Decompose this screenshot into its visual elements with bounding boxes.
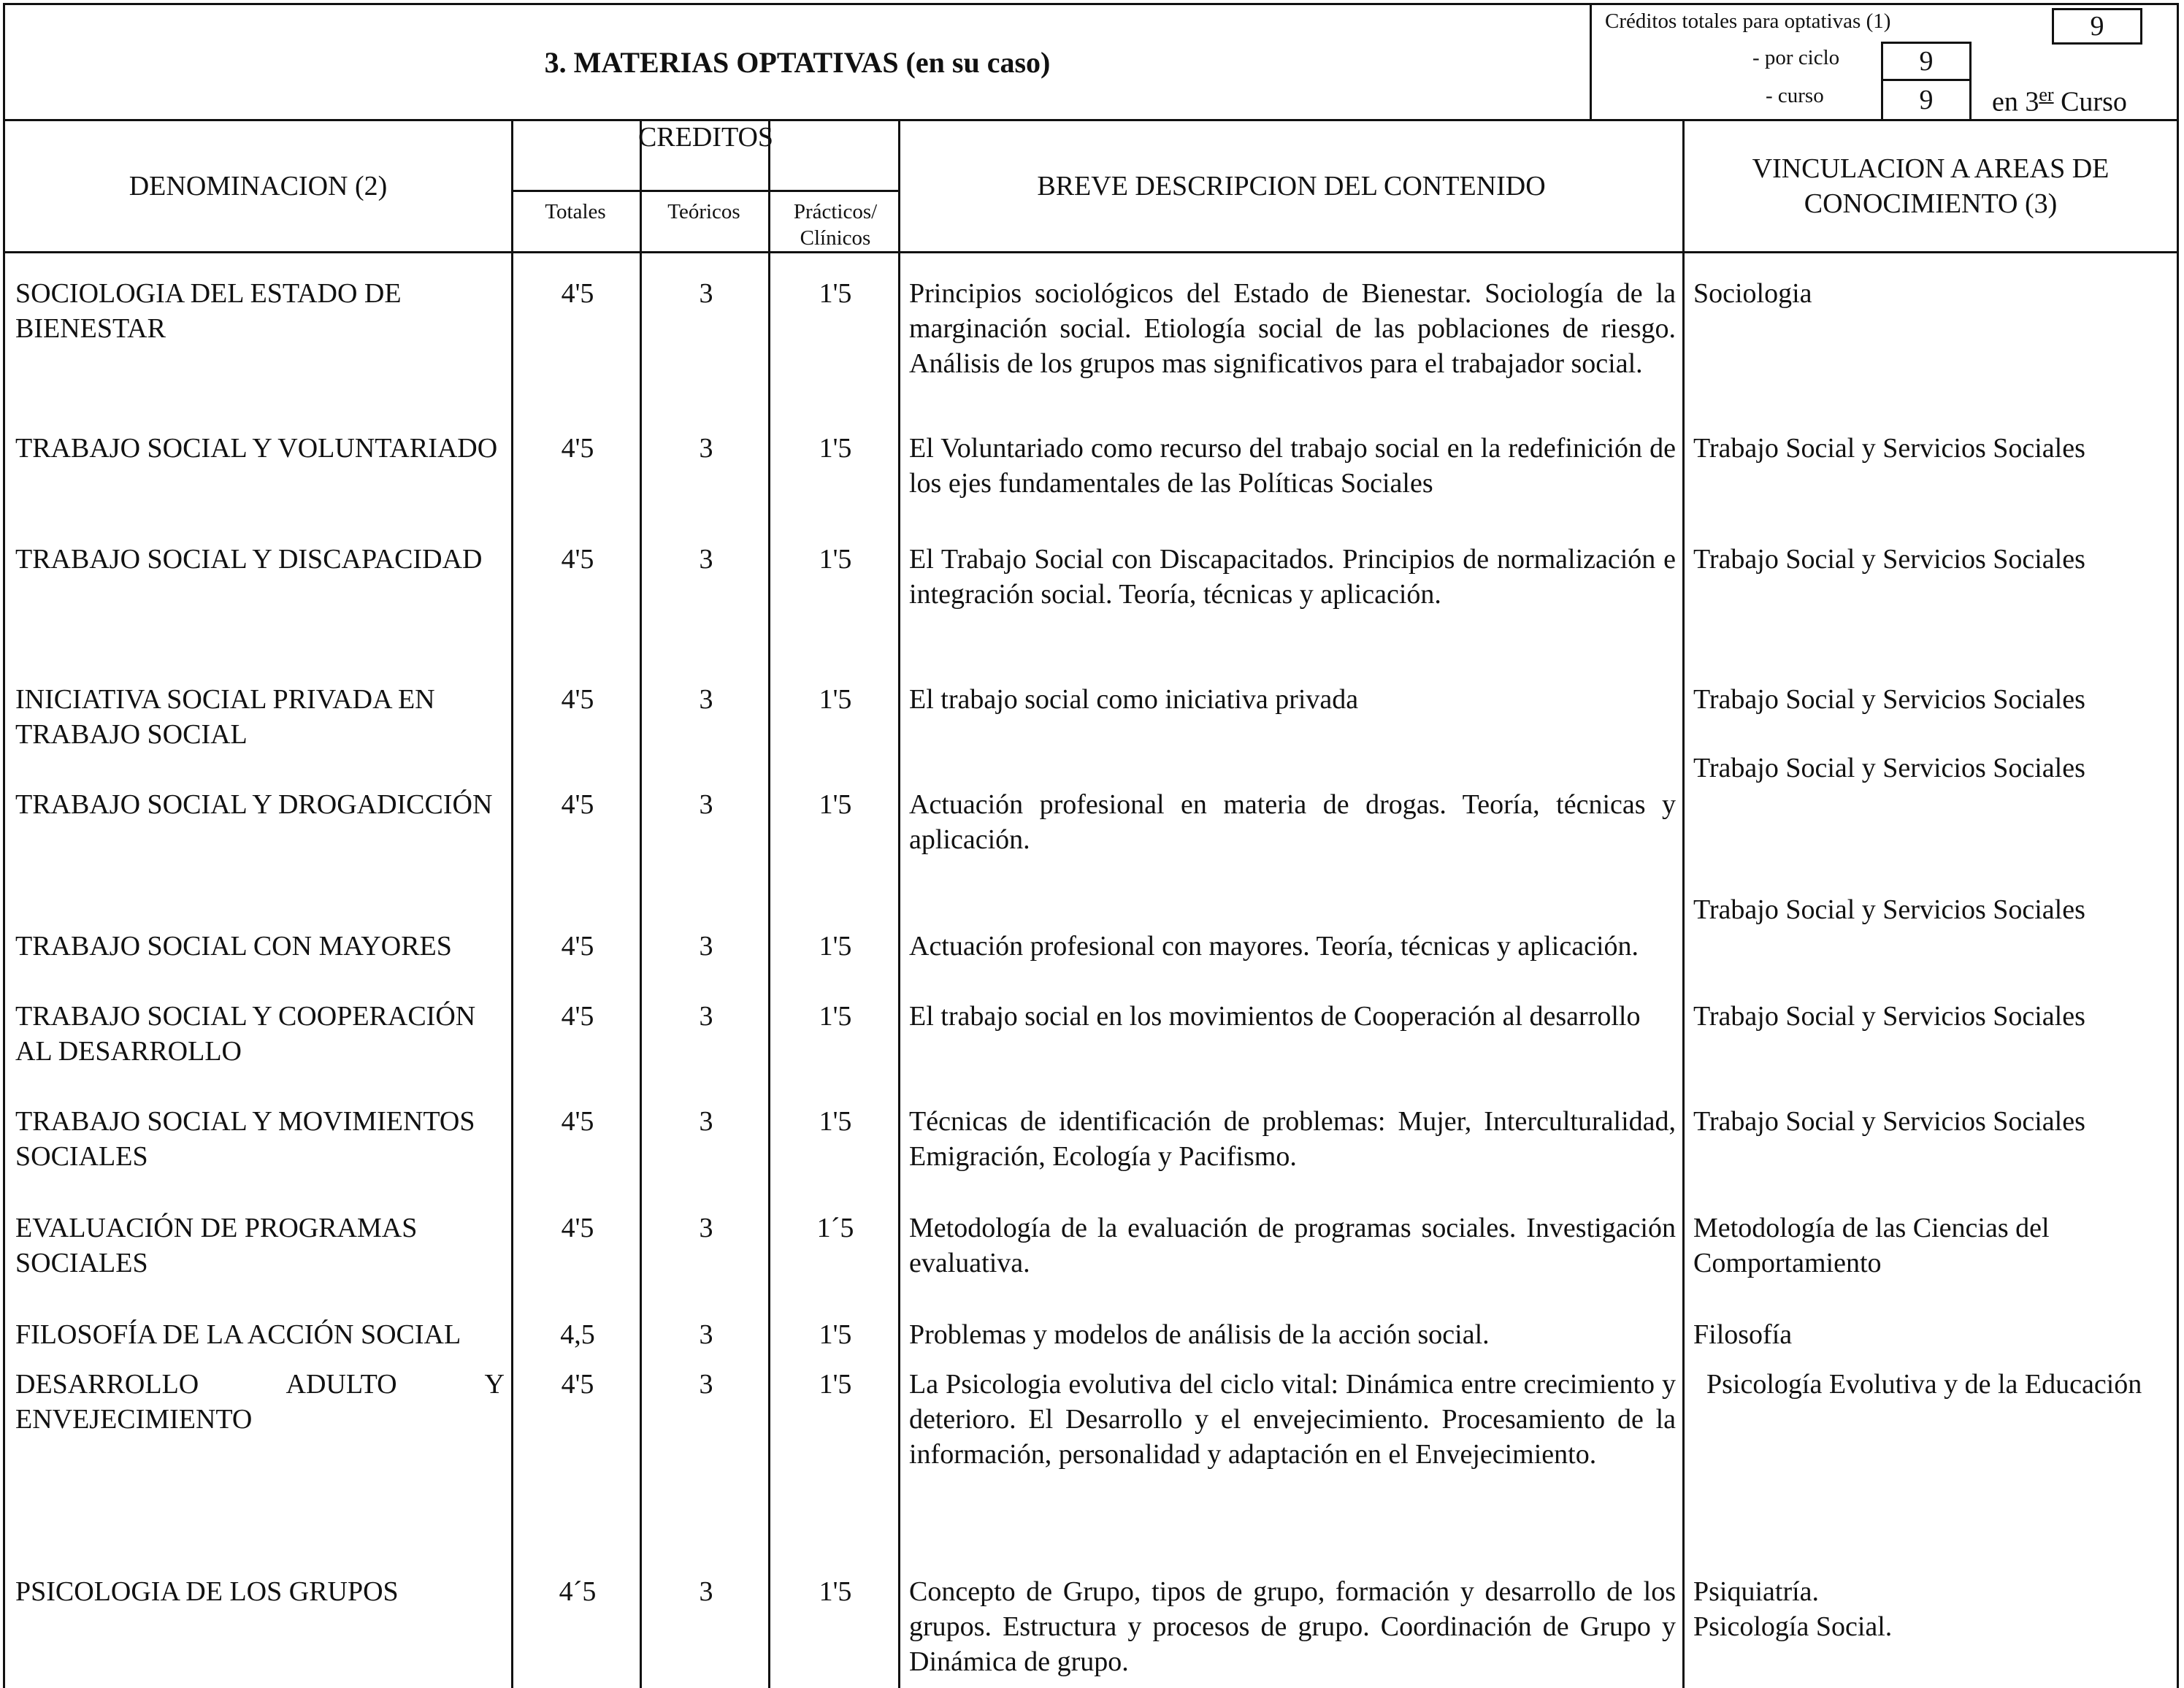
credits-teoricos: 3 (699, 544, 713, 575)
col-header-creditos: CREDITOS (637, 122, 774, 153)
credits-totales: 4'5 (561, 1213, 594, 1243)
knowledge-area: Trabajo Social y Servicios Sociales (1693, 684, 2085, 715)
credits-practicos: 1'5 (819, 1106, 852, 1137)
subjects-table (3, 121, 2179, 1688)
credits-teoricos: 3 (699, 1213, 713, 1243)
knowledge-area: Psicología Evolutiva y de la Educación (1706, 1369, 2142, 1400)
credits-practicos: 1'5 (819, 544, 852, 575)
col-header-totales: Totales (545, 200, 606, 223)
por-ciclo-label: - por ciclo (1752, 46, 1840, 69)
subject-description: El trabajo social en los movimientos de Cooperación al desarrollo (909, 1001, 1641, 1032)
subject-description: Problemas y modelos de análisis de la acción social. (909, 1319, 1490, 1350)
subject-description: El trabajo social como iniciativa privada (909, 684, 1359, 715)
credits-teoricos: 3 (699, 684, 713, 715)
credits-practicos: 1'5 (819, 1319, 852, 1350)
knowledge-area: Metodología de las Ciencias del Comportamiento (1693, 1213, 2050, 1278)
credits-summary-box (1590, 5, 2177, 119)
credits-teoricos: 3 (699, 789, 713, 820)
section-header (3, 3, 2179, 121)
credits-totales: 4'5 (561, 789, 594, 820)
col-header-practicos: Prácticos/ Clínicos (793, 200, 878, 250)
subject-name: SOCIOLOGIA DEL ESTADO DE BIENESTAR (15, 278, 402, 344)
knowledge-area: Trabajo Social y Servicios Sociales (1693, 1001, 2085, 1032)
credits-practicos: 1´5 (816, 1213, 854, 1243)
subject-description: El Voluntariado como recurso del trabajo social en la redefinición de los ejes fundamentales de las Políticas Sociales (909, 433, 1676, 499)
subject-name: PSICOLOGIA DE LOS GRUPOS (15, 1576, 399, 1607)
col-header-descripcion: BREVE DESCRIPCION DEL CONTENIDO (1037, 171, 1546, 202)
knowledge-area: Sociologia (1693, 278, 1812, 309)
subject-name: TRABAJO SOCIAL Y MOVIMIENTOS SOCIALES (15, 1106, 475, 1172)
total-credits-value: 9 (2052, 8, 2142, 45)
por-ciclo-value: 9 (1881, 42, 1972, 81)
knowledge-area: Trabajo Social y Servicios Sociales (1693, 544, 2085, 575)
subject-description: Actuación profesional en materia de drogas. Teoría, técnicas y aplicación. (909, 789, 1676, 855)
credits-totales: 4'5 (561, 931, 594, 962)
knowledge-area: Trabajo Social y Servicios Sociales (1693, 433, 2085, 464)
credits-totales: 4'5 (561, 544, 594, 575)
subject-description: Técnicas de identificación de problemas: Mujer, Interculturalidad, Emigración, Ecología y Pacifismo. (909, 1106, 1676, 1172)
credits-teoricos: 3 (699, 1576, 713, 1607)
subject-name: FILOSOFÍA DE LA ACCIÓN SOCIAL (15, 1319, 461, 1350)
col-header-vinculacion: VINCULACION A AREAS DE CONOCIMIENTO (3) (1752, 153, 2110, 219)
credits-practicos: 1'5 (819, 433, 852, 464)
subject-name: TRABAJO SOCIAL Y VOLUNTARIADO (15, 433, 498, 464)
credits-practicos: 1'5 (819, 1369, 852, 1400)
credits-teoricos: 3 (699, 931, 713, 962)
subject-name: EVALUACIÓN DE PROGRAMAS SOCIALES (15, 1213, 418, 1278)
credits-totales: 4'5 (561, 1106, 594, 1137)
curso-suffix: en 3er Curso (1992, 84, 2127, 118)
credits-practicos: 1'5 (819, 278, 852, 309)
knowledge-area: Trabajo Social y Servicios Sociales (1693, 1106, 2085, 1137)
curso-label: - curso (1766, 84, 1824, 107)
credits-practicos: 1'5 (819, 684, 852, 715)
credits-teoricos: 3 (699, 1319, 713, 1350)
knowledge-area: Filosofía (1693, 1319, 1793, 1350)
subject-description: Actuación profesional con mayores. Teoría, técnicas y aplicación. (909, 931, 1639, 962)
credits-teoricos: 3 (699, 278, 713, 309)
credits-teoricos: 3 (699, 1001, 713, 1032)
subject-name: TRABAJO SOCIAL CON MAYORES (15, 931, 452, 962)
curso-value: 9 (1881, 79, 1972, 119)
knowledge-area: Trabajo Social y Servicios Sociales (1693, 753, 2085, 783)
subject-description: Concepto de Grupo, tipos de grupo, formación y desarrollo de los grupos. Estructura y procesos de grupo. Coordinación de Grupo y Dinámica de grupo. (909, 1576, 1676, 1677)
subject-name: DESARROLLO ADULTO Y ENVEJECIMIENTO (15, 1369, 505, 1435)
credits-totales: 4'5 (561, 1001, 594, 1032)
subject-description: Metodología de la evaluación de programas sociales. Investigación evaluativa. (909, 1213, 1676, 1278)
subject-description: El Trabajo Social con Discapacitados. Principios de normalización e integración social. Teoría, técnicas y aplicación. (909, 544, 1676, 610)
credits-practicos: 1'5 (819, 1001, 852, 1032)
subject-description: Principios sociológicos del Estado de Bienestar. Sociología de la marginación social. Etiología social de las poblaciones de riesgo. Análisis de los grupos mas significativos para el trabajador social. (909, 278, 1676, 379)
total-credits-label: Créditos totales para optativas (1) (1605, 9, 1891, 33)
credits-teoricos: 3 (699, 1106, 713, 1137)
subject-name: TRABAJO SOCIAL Y COOPERACIÓN AL DESARROLLO (15, 1001, 476, 1067)
subject-name: TRABAJO SOCIAL Y DISCAPACIDAD (15, 544, 483, 575)
credits-totales: 4´5 (559, 1576, 597, 1607)
credits-practicos: 1'5 (819, 931, 852, 962)
credits-totales: 4'5 (561, 433, 594, 464)
credits-practicos: 1'5 (819, 789, 852, 820)
credits-totales: 4'5 (561, 684, 594, 715)
credits-totales: 4'5 (561, 278, 594, 309)
knowledge-area: Trabajo Social y Servicios Sociales (1693, 894, 2085, 925)
knowledge-area: Psiquiatría. Psicología Social. (1693, 1576, 1893, 1642)
subject-name: TRABAJO SOCIAL Y DROGADICCIÓN (15, 789, 493, 820)
credits-totales: 4'5 (561, 1369, 594, 1400)
subject-name: INICIATIVA SOCIAL PRIVADA EN TRABAJO SOCIAL (15, 684, 435, 750)
subject-description: La Psicologia evolutiva del ciclo vital: Dinámica entre crecimiento y deterioro. El Desarrollo y el envejecimiento. Procesamiento de la información, personalidad y adaptación en el Envejecimiento. (909, 1369, 1676, 1470)
credits-practicos: 1'5 (819, 1576, 852, 1607)
section-title: 3. MATERIAS OPTATIVAS (en su caso) (544, 45, 1051, 79)
credits-teoricos: 3 (699, 1369, 713, 1400)
col-header-teoricos: Teóricos (667, 200, 740, 223)
credits-totales: 4,5 (560, 1319, 595, 1350)
col-header-denominacion: DENOMINACION (2) (129, 171, 388, 202)
credits-teoricos: 3 (699, 433, 713, 464)
